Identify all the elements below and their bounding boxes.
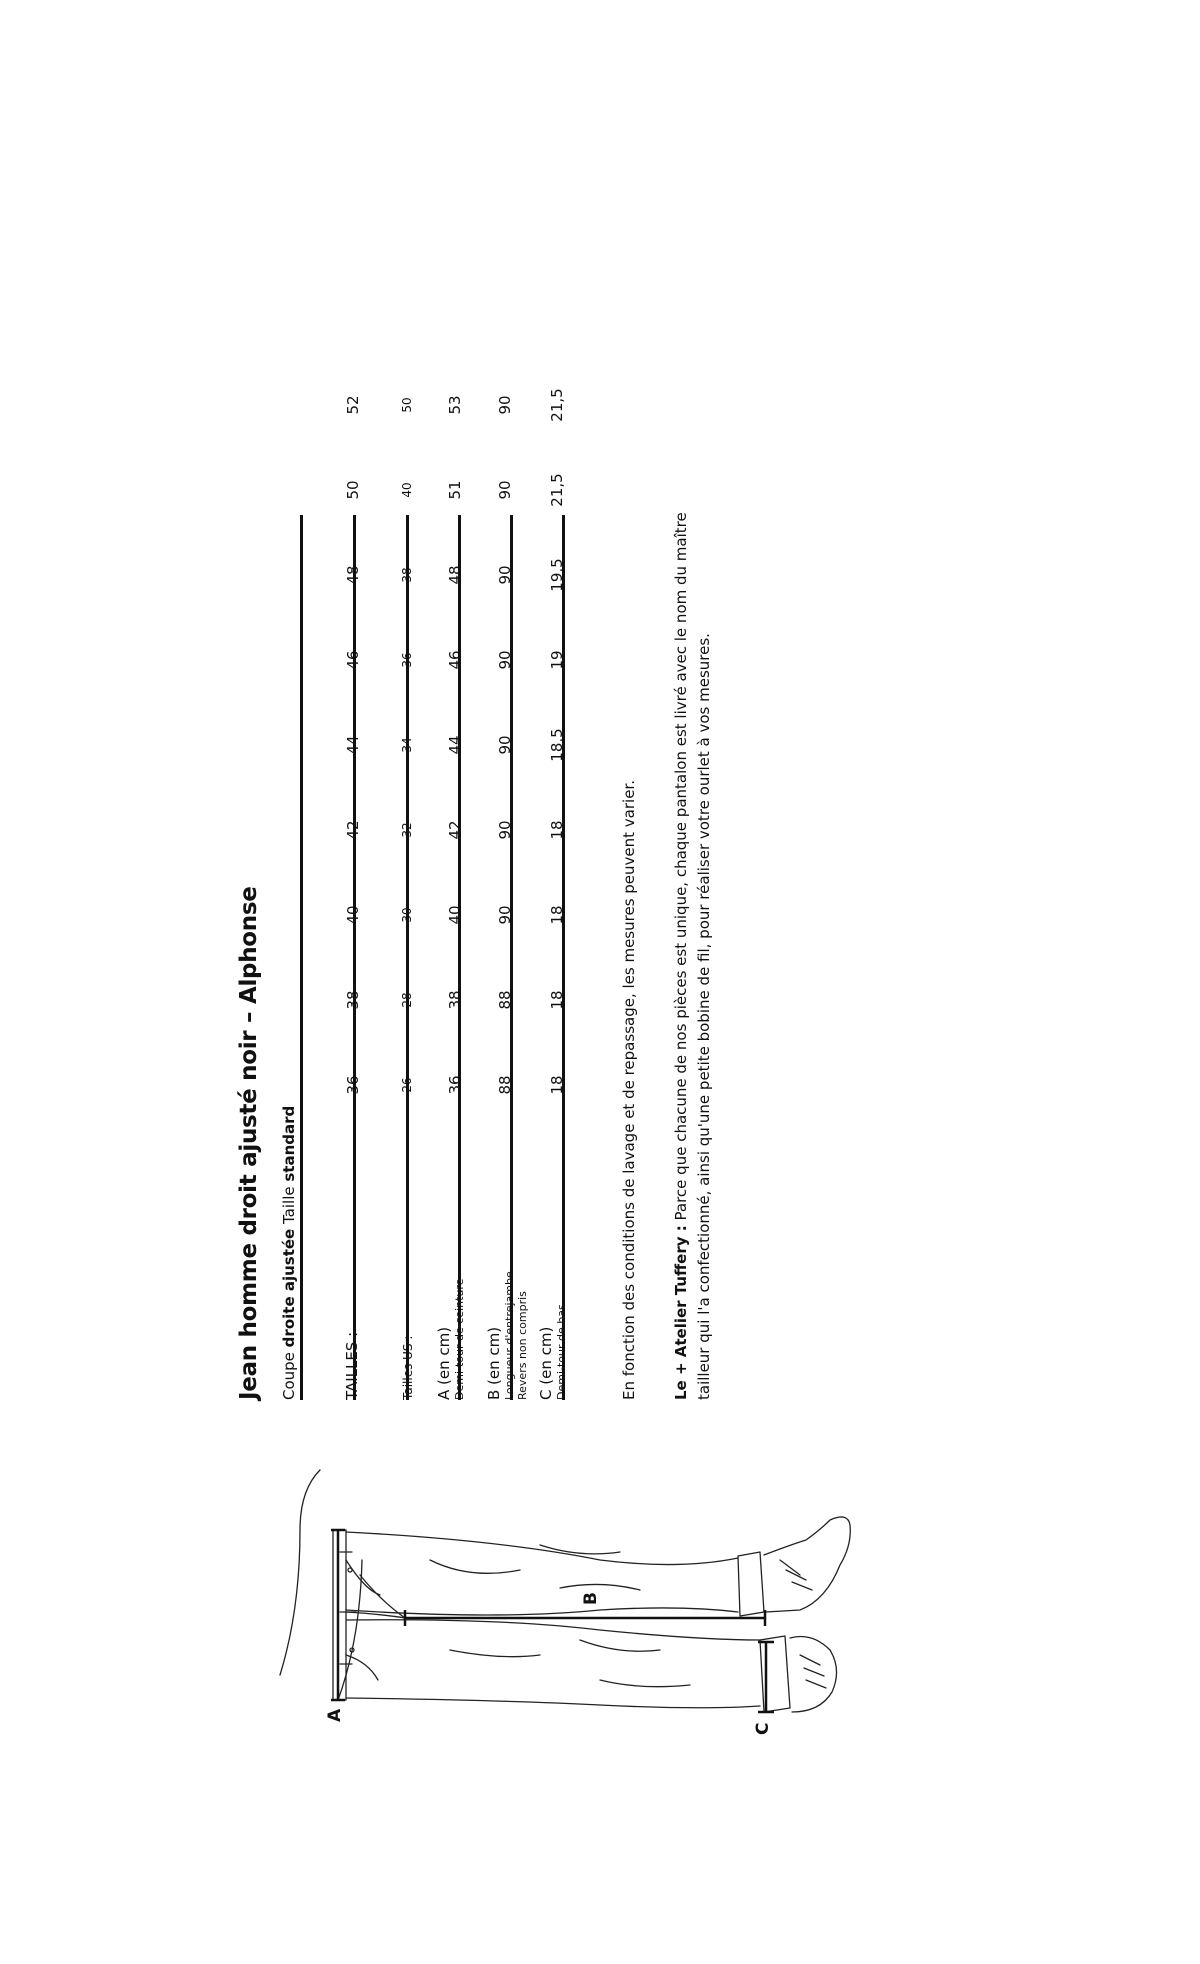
table-rule <box>300 515 303 1400</box>
table-cell: 48 <box>344 565 362 585</box>
table-cell: 18,5 <box>548 728 566 762</box>
washing-note: En fonction des conditions de lavage et de repassage, les mesures peuvent varier. <box>620 780 638 1400</box>
table-cell: 40 <box>400 482 414 498</box>
row-label-sub: Demi-tour de bas <box>555 1304 568 1400</box>
table-cell: 90 <box>496 565 514 585</box>
table-cell: 21,5 <box>548 388 566 422</box>
table-cell: 19,5 <box>548 558 566 592</box>
table-cell: 50 <box>344 480 362 500</box>
row-label-sub: Demi-tour de ceinture <box>453 1278 466 1400</box>
label-b: B <box>581 1592 601 1605</box>
table-cell: 36 <box>344 1075 362 1095</box>
table-cell: 42 <box>344 820 362 840</box>
table-cell: 34 <box>400 737 414 753</box>
table-cell: 36 <box>446 1075 464 1095</box>
row-label <box>538 1304 568 1400</box>
row-label <box>400 1336 417 1400</box>
row-label-sub: Revers non compris <box>516 1291 529 1400</box>
table-cell: 38 <box>446 990 464 1010</box>
label-c: C <box>753 1722 773 1735</box>
table-cell: 30 <box>400 907 414 923</box>
table-cell: 18 <box>548 820 566 840</box>
table-cell: 52 <box>344 395 362 415</box>
table-cell: 40 <box>344 905 362 925</box>
table-cell: 90 <box>496 820 514 840</box>
table-cell: 18 <box>548 990 566 1010</box>
atelier-heading: Le + Atelier Tuffery : <box>672 1225 690 1400</box>
atelier-note <box>670 512 716 1400</box>
row-label <box>436 1279 466 1400</box>
atelier-line-2: tailleur qui l'a confectionné, ainsi qu'une petite bobine de fil, pour réaliser votre ourlet à vos mesures. <box>695 633 713 1400</box>
table-cell: 19 <box>548 650 566 670</box>
table-cell: 28 <box>400 992 414 1008</box>
table-cell: 53 <box>446 395 464 415</box>
shoe-lower <box>790 1637 837 1713</box>
label-a: A <box>325 1708 345 1722</box>
row-label-main: Tailles US : <box>401 1335 415 1400</box>
table-cell: 48 <box>446 565 464 585</box>
table-cell: 90 <box>496 905 514 925</box>
row-label-main: A (en cm) <box>435 1326 453 1400</box>
size-chart-sheet <box>220 150 780 1650</box>
table-cell: 46 <box>446 650 464 670</box>
row-label-main: B (en cm) <box>485 1326 503 1400</box>
page-title: Jean homme droit ajusté noir – Alphonse <box>236 886 262 1400</box>
row-label-main: C (en cm) <box>537 1326 555 1400</box>
row-label <box>344 1332 361 1400</box>
fit-size: standard <box>280 1105 298 1182</box>
table-cell: 18 <box>548 905 566 925</box>
table-cell: 90 <box>496 395 514 415</box>
table-cell: 36 <box>400 652 414 668</box>
table-cell: 46 <box>344 650 362 670</box>
table-cell: 50 <box>400 397 414 413</box>
table-cell: 18 <box>548 1075 566 1095</box>
table-cell: 44 <box>344 735 362 755</box>
row-label <box>486 1271 529 1400</box>
table-cell: 90 <box>496 735 514 755</box>
table-cell: 32 <box>400 822 414 838</box>
fit-subtitle <box>280 1106 298 1400</box>
table-cell: 26 <box>400 1077 414 1093</box>
table-cell: 90 <box>496 480 514 500</box>
row-label-main: TAILLES : <box>343 1331 361 1400</box>
fit-prefix: Coupe <box>280 1347 298 1400</box>
table-cell: 88 <box>496 990 514 1010</box>
table-cell: 38 <box>400 567 414 583</box>
table-cell: 51 <box>446 480 464 500</box>
table-cell: 40 <box>446 905 464 925</box>
table-cell: 44 <box>446 735 464 755</box>
table-cell: 88 <box>496 1075 514 1095</box>
fit-middle: Taille <box>280 1181 298 1229</box>
atelier-line-1: Parce que chacune de nos pièces est unique, chaque pantalon est livré avec le nom du maître <box>672 512 690 1226</box>
table-cell: 21,5 <box>548 473 566 507</box>
table-cell: 42 <box>446 820 464 840</box>
table-cell: 90 <box>496 650 514 670</box>
table-cell: 38 <box>344 990 362 1010</box>
row-label-sub: Longueur d'entrejambe <box>503 1271 516 1400</box>
fit-cut: droite ajustée <box>280 1228 298 1348</box>
